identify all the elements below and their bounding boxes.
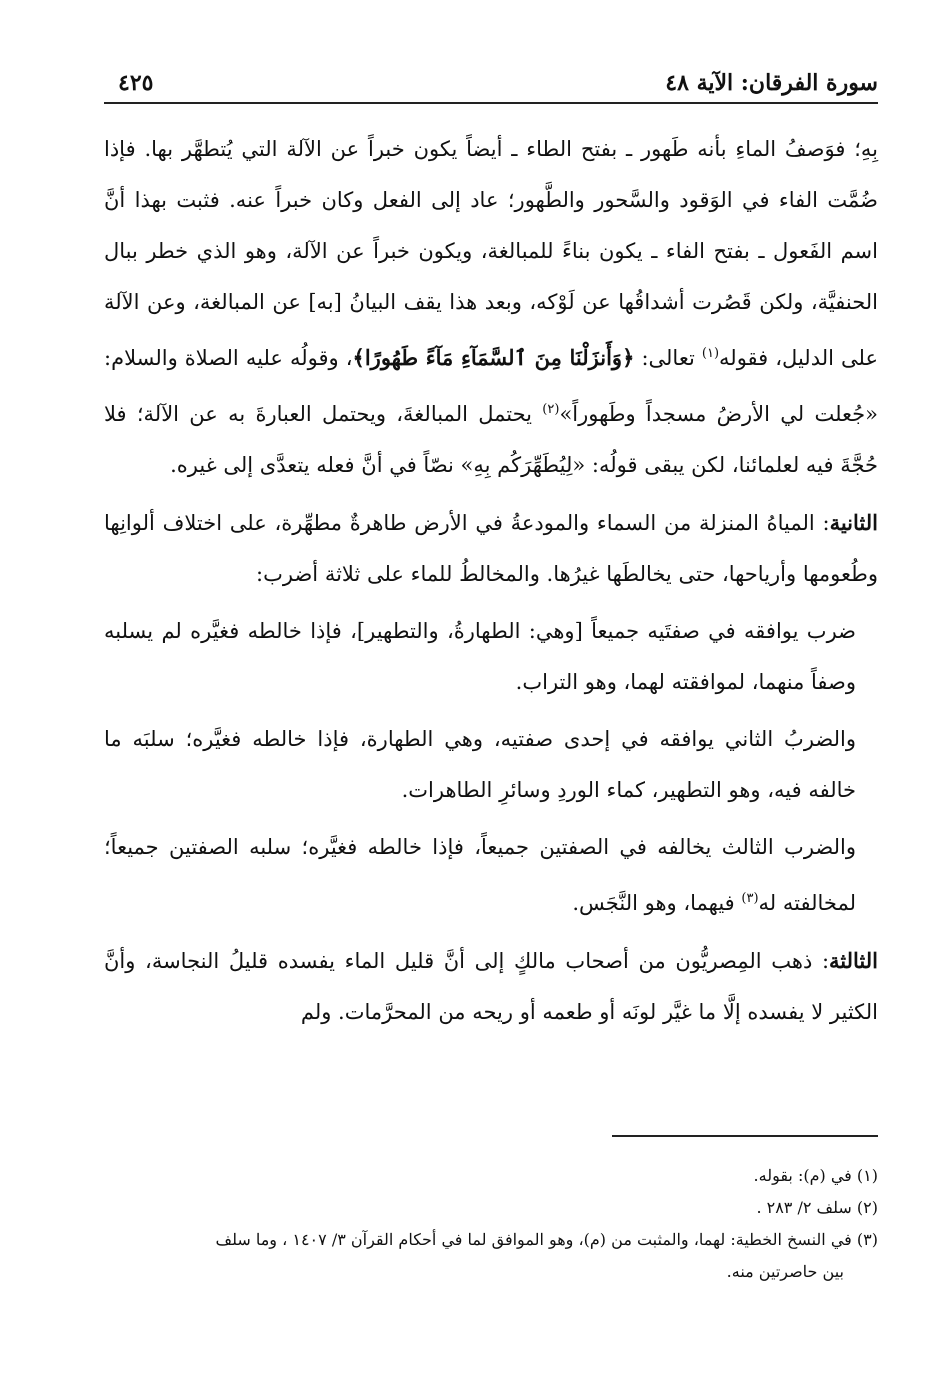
paragraph-5: والضرب الثالث يخالفه في الصفتين جميعاً، فإذا خالطه فغيَّره؛ سلبه الصفتين جميعاً؛ لمخالفته له$^{(٣)}$ فيهما، وهو النَّجَس. (104, 835, 856, 915)
paragraph-1: بِهِ؛ فوَصفُ الماءِ بأنه طَهور ـ بفتح الطاء ـ أيضاً يكون خبراً عن الآلة التي يُتطهَّر بها. فإذا ضُمَّت الفاء في الوَقود والسَّحور والطَّهور؛ عاد إلى الفعل وكان خبراً عنه. فثبت بهذا أنَّ اسم الفَعول ـ بفتح الفاء ـ يكون بناءً للمبالغة، ويكون خبراً عن الآلة، وهو الذي خطر ببال الحنفيَّة، ولكن قَصُرت أشداقُها عن لَوْكه، وبعد هذا يقف البيانُ [به] عن المبالغة، وعن الآلة على الدليل، فقوله$^{(١)}$ تعالى: ﴿وَأَنزَلْنَا مِنَ ٱلسَّمَآءِ مَآءً طَهُورًا﴾، وقولُه عليه الصلاة والسلام: «جُعلت لي الأرضُ مسجداً وطَهوراً»$^{(٢)}$ يحتمل المبالغةَ، ويحتمل العبارةَ به عن الآلة؛ فلا حُجَّةَ فيه لعلمائنا، لكن يبقى قولُه: «لِيُطَهِّرَكُم بِهِ» نصّاً في أنَّ فعله يتعدَّى إلى غيره. (104, 137, 879, 477)
footnote-2: (٢) سلف ٢/ ٢٨٣ . (756, 1198, 878, 1217)
footnote-ref-3: (٣) (741, 891, 759, 906)
footnote-3-continuation: بين حاصرتين منه. (726, 1262, 844, 1281)
page-header (104, 60, 878, 104)
footnote-ref-2: (٢) (542, 402, 560, 417)
footnote-1: (١) في (م): بقوله. (753, 1166, 878, 1185)
footnotes (104, 1160, 878, 1288)
page-number: ٤٢٥ (118, 70, 154, 96)
body-text (104, 124, 878, 1038)
paragraph-2: الثانية: المياهُ المنزلة من السماء والمودعةُ في الأرض طاهرةٌ مطهِّرة، على اختلاف ألوانِها وطُعومها وأرياحها، حتى يخالطَها غيرُها. والمخالطُ للماء على ثلاثة أضرب: (104, 510, 878, 586)
section-label-second: الثانية (829, 510, 878, 535)
page (104, 60, 878, 1360)
footnote-divider (612, 1135, 878, 1137)
running-title: سورة الفرقان: الآية ٤٨ (665, 70, 878, 96)
quran-verse: ﴿وَأَنزَلْنَا مِنَ ٱلسَّمَآءِ مَآءً طَهُورًا﴾ (352, 345, 635, 370)
paragraph-4: والضربُ الثاني يوافقه في إحدى صفتيه، وهي الطهارة، فإذا خالطه فغيَّره؛ سلبَه ما خالفه فيه، وهو التطهير، كماء الوردِ وسائرِ الطاهرات. (104, 727, 856, 802)
footnote-3: (٣) في النسخ الخطية: لهما، والمثبت من (م)، وهو الموافق لما في أحكام القرآن ٣/ ١٤٠٧ ، وما سلف (215, 1230, 878, 1249)
section-label-third: الثالثة (829, 948, 878, 973)
paragraph-6: الثالثة: ذهب المِصريُّون من أصحاب مالكٍ إلى أنَّ قليل الماء يفسده قليلُ النجاسة، وأنَّ الكثير لا يفسده إلَّا ما غيَّر لونَه أو طعمه أو ريحه من المحرَّمات. ولم (104, 948, 878, 1024)
paragraph-3: ضرب يوافقه في صفتَيه جميعاً [وهي: الطهارةُ، والتطهير]، فإذا خالطه فغيَّره لم يسلبه وصفاً منهما، لموافقته لهما، وهو التراب. (104, 619, 856, 694)
footnote-ref-1: (١) (701, 346, 720, 361)
